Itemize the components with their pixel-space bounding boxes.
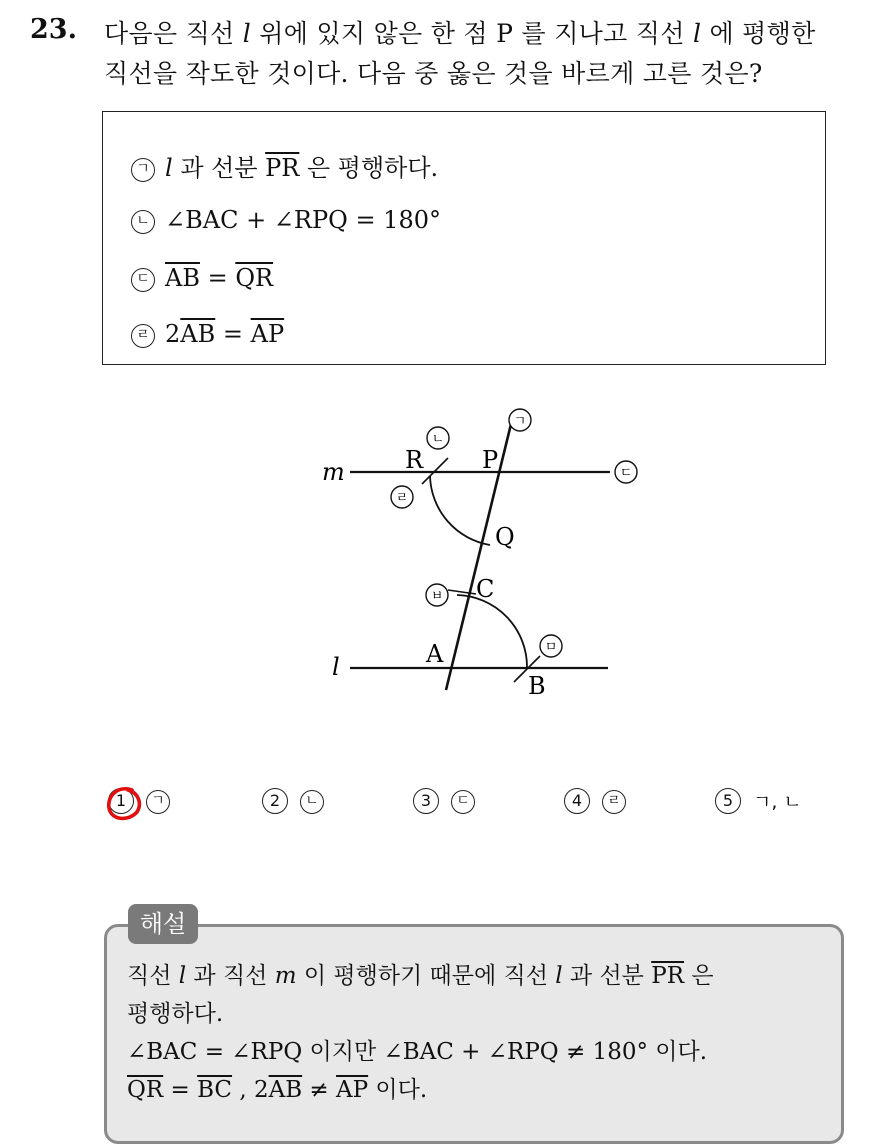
- transversal-line: [446, 420, 512, 690]
- choice-4[interactable]: [564, 786, 636, 814]
- circled-giyeok-icon: ㄱ: [131, 158, 155, 182]
- statement-d: ㄷ $\overline{AB} = \overline{QR}$: [131, 264, 273, 292]
- step-mark-n-icon: [427, 427, 449, 449]
- choice-number-2: 2: [262, 788, 288, 814]
- circled-rieul-icon: ㄹ: [602, 790, 626, 814]
- step-mark-m-icon: [540, 635, 562, 657]
- arc-rq: [430, 476, 490, 545]
- choice-3[interactable]: [413, 786, 485, 814]
- label-a: A: [426, 640, 444, 668]
- solution-tag: 해설: [128, 904, 198, 944]
- circled-nieun-icon: ㄴ: [300, 790, 324, 814]
- statement-r: ㄹ $2\overline{AB} = \overline{AP}$: [131, 320, 284, 348]
- label-m: m: [322, 458, 345, 486]
- solution-text: 직선 l 과 직선 m 이 평행하기 때문에 직선 l 과 선분 $\overline{PR}$ 은 평행하다. ∠BAC = ∠RPQ 이지만 ∠BAC + ∠RPQ ≠ 180° 이다. $\overline{QR} = \overline{BC}$ , $2\overline{AB} \ne \overline{AP}$ 이다.: [127, 963, 714, 1103]
- choice-number-5: 5: [715, 788, 741, 814]
- construction-figure: [320, 400, 650, 710]
- statement-g: ㄱ l 과 선분 $\overline{PR}$ 은 평행하다.: [131, 148, 438, 183]
- label-p: P: [482, 446, 499, 474]
- label-c: C: [476, 575, 495, 603]
- svg-text:ㅁ: ㅁ: [544, 640, 558, 655]
- step-mark-d-icon: [615, 461, 637, 483]
- svg-text:ㄴ: ㄴ: [431, 432, 445, 447]
- circled-digeut-icon: ㄷ: [451, 790, 475, 814]
- circled-giyeok-icon: ㄱ: [146, 790, 170, 814]
- selected-answer-mark-icon: [104, 784, 144, 824]
- choice-2[interactable]: [262, 786, 334, 814]
- step-mark-b-icon: [426, 584, 448, 606]
- circled-rieul-icon: ㄹ: [131, 324, 155, 348]
- circled-digeut-icon: ㄷ: [131, 268, 155, 292]
- solution-box: [104, 924, 844, 1144]
- choice-number-4: 4: [564, 788, 590, 814]
- label-r: R: [405, 446, 424, 474]
- step-mark-r-icon: [391, 486, 413, 508]
- label-l: l: [332, 653, 340, 681]
- step-mark-g-icon: [509, 409, 531, 431]
- question-text: 다음은 직선 l 위에 있지 않은 한 점 P 를 지나고 직선 l 에 평행한 직선을 작도한 것이다. 다음 중 옳은 것을 바르게 고른 것은?: [104, 19, 816, 88]
- choice-number-3: 3: [413, 788, 439, 814]
- choice-5[interactable]: 5 ㄱ, ㄴ: [715, 786, 802, 814]
- svg-text:ㅂ: ㅂ: [430, 589, 444, 604]
- circled-nieun-icon: ㄴ: [131, 210, 155, 234]
- question-number: 23.: [30, 14, 77, 45]
- label-b: B: [528, 672, 546, 700]
- tick-c: [448, 590, 476, 594]
- svg-text:ㄷ: ㄷ: [619, 466, 633, 481]
- label-q: Q: [495, 523, 515, 551]
- svg-text:ㄹ: ㄹ: [395, 491, 409, 506]
- statements-box: [102, 111, 826, 365]
- choice-number-1: 1: [108, 788, 134, 814]
- statement-n: ㄴ ∠BAC + ∠RPQ = 180°: [131, 206, 441, 234]
- svg-text:ㄱ: ㄱ: [513, 414, 527, 429]
